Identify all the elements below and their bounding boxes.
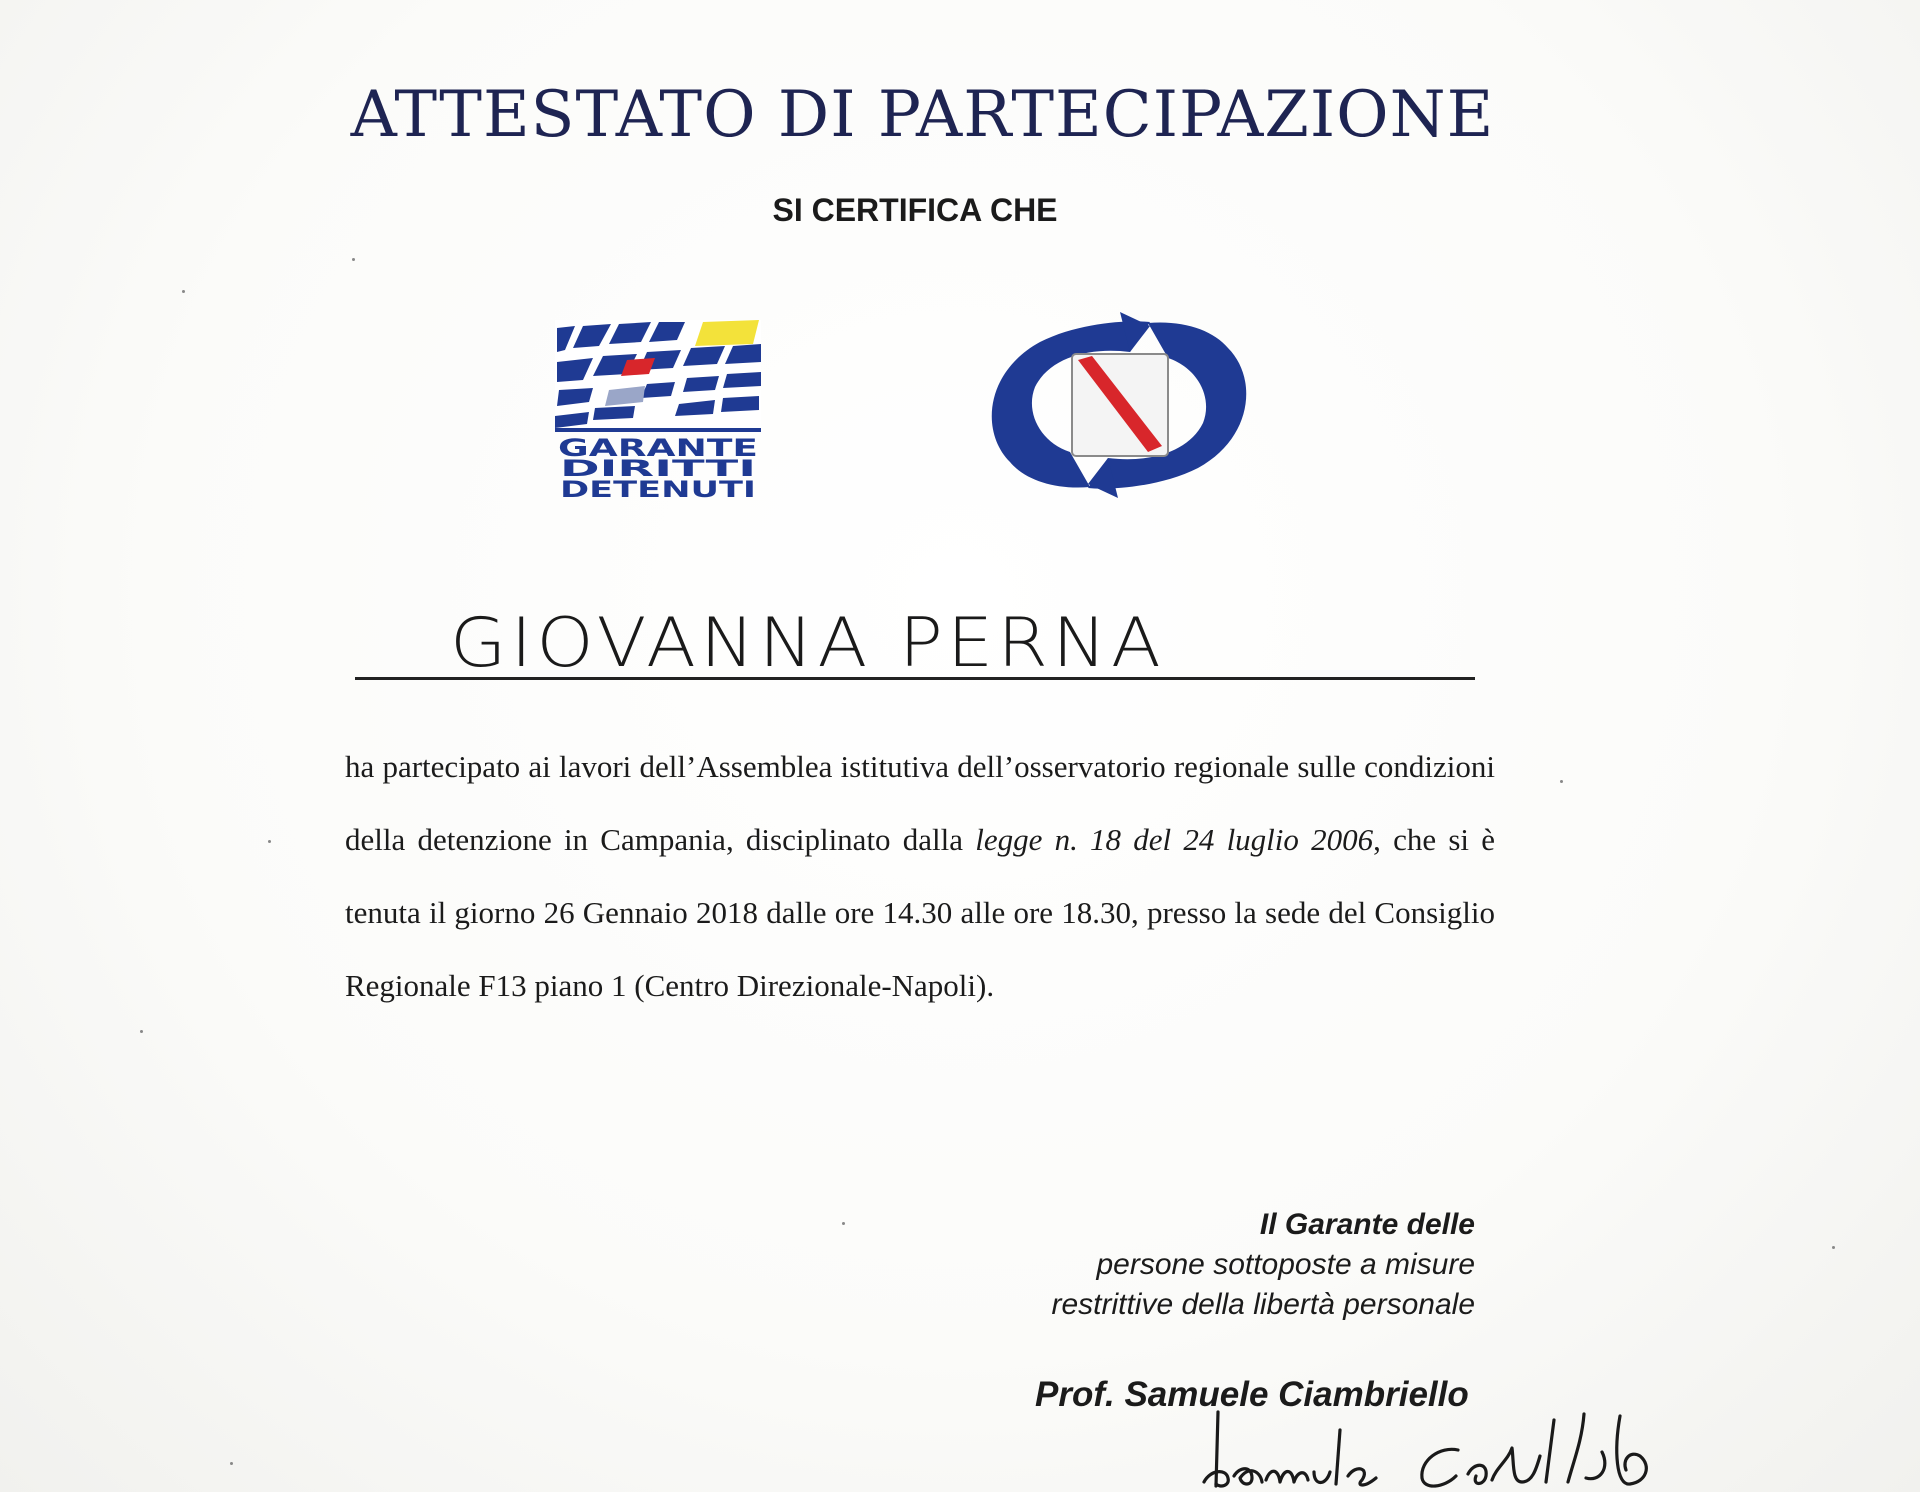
participant-name-handwritten: [450, 584, 1200, 684]
certificate-body: [345, 730, 1495, 1022]
scan-speck: [230, 1462, 233, 1465]
signatory-block: [1051, 1205, 1475, 1325]
svg-text:DETENUTI: DETENUTI: [560, 478, 756, 500]
scan-speck: [182, 290, 185, 293]
svg-text:DIRITTI: DIRITTI: [560, 457, 756, 482]
scan-speck: [352, 258, 355, 261]
svg-text:GARANTE: GARANTE: [558, 434, 758, 462]
regione-campania-logo: [980, 312, 1258, 498]
participant-name-line: [355, 677, 1475, 680]
scan-speck: [268, 840, 271, 843]
body-text-part1: ha partecipato ai lavori dell’Assemblea istitutiva dell’osservatorio regionale sulle condizioni della detenzione in Campania, disciplinato dalla: [345, 749, 1495, 857]
body-text-part2: , che si è tenuta il giorno 26 Gennaio 2018 dalle ore 14.30 alle ore 18.30, presso la sede del Consiglio Regionale F13 piano 1 (Centro Direzionale-Napoli).: [345, 822, 1495, 1003]
scan-speck: [842, 1222, 845, 1225]
handwritten-signature: [1190, 1390, 1710, 1492]
certificate-title: ATTESTATO DI PARTECIPAZIONE: [350, 78, 1495, 152]
scan-speck: [1832, 1246, 1835, 1249]
certificate-subtitle: SI CERTIFICA CHE: [772, 192, 1058, 228]
signatory-line-2: persone sottoposte a misure: [1096, 1248, 1475, 1281]
law-reference: legge n. 18 del 24 luglio 2006: [975, 822, 1374, 857]
garante-diritti-detenuti-logo: [555, 320, 761, 500]
scan-speck: [140, 1030, 143, 1033]
signer-name: Prof. Samuele Ciambriello: [1035, 1375, 1469, 1414]
signatory-line-1: Il Garante delle: [1259, 1208, 1475, 1241]
scan-speck: [1560, 780, 1563, 783]
signatory-line-3: restrittive della libertà personale: [1051, 1288, 1475, 1321]
svg-text:GIOVANNA PERNA: GIOVANNA PERNA: [450, 604, 1165, 683]
